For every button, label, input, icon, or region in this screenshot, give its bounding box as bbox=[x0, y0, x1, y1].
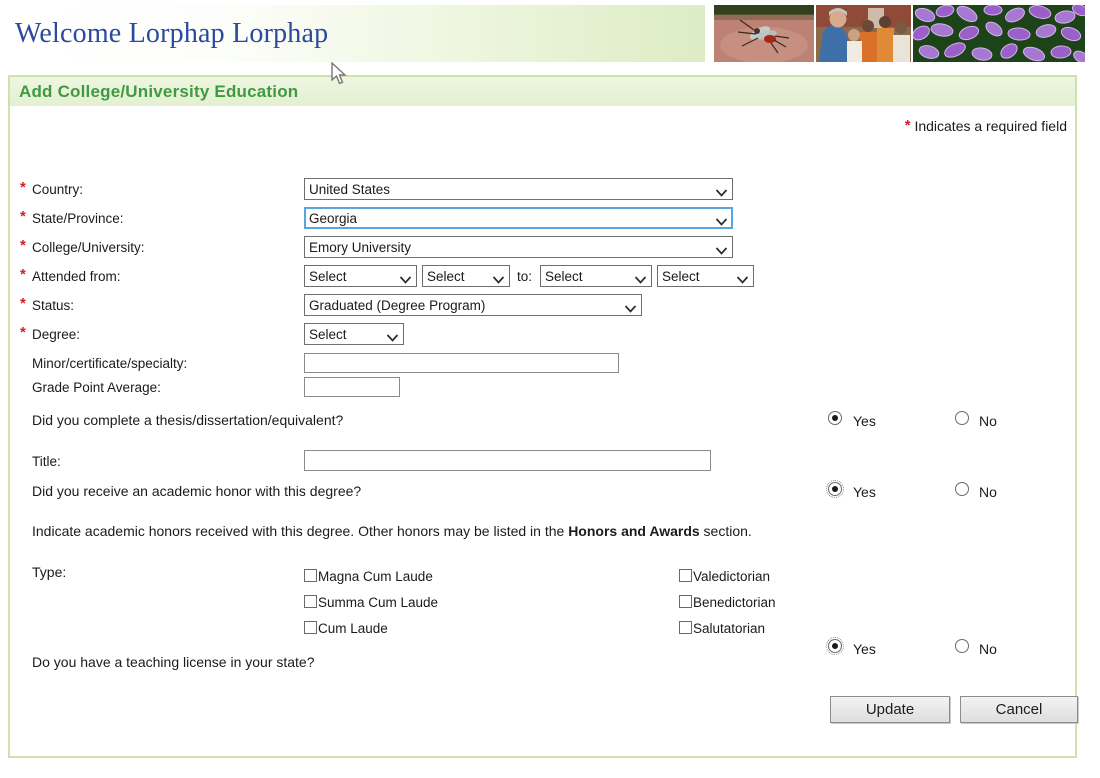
license-yes-label: Yes bbox=[853, 641, 876, 657]
college-label: College/University: bbox=[32, 240, 145, 255]
honors-note-after: section. bbox=[699, 523, 752, 539]
welcome-heading: Welcome Lorphap Lorphap bbox=[15, 17, 329, 49]
license-yes-radio[interactable] bbox=[828, 639, 842, 653]
attended-from-year-value: Select bbox=[427, 268, 465, 284]
summa-cum-laude-label: Summa Cum Laude bbox=[318, 595, 439, 610]
college-required-asterisk: * bbox=[20, 237, 26, 254]
banner-gradient bbox=[8, 5, 705, 62]
bacteria-micrograph-photo bbox=[913, 5, 1085, 62]
status-select-value: Graduated (Degree Program) bbox=[309, 297, 486, 313]
chevron-down-icon bbox=[736, 272, 749, 282]
country-label: Country: bbox=[32, 182, 84, 197]
thesis-question: Did you complete a thesis/dissertation/equivalent? bbox=[32, 412, 344, 428]
cum-laude-checkbox[interactable] bbox=[304, 621, 317, 634]
attended-from-month-value: Select bbox=[309, 268, 347, 284]
degree-select[interactable] bbox=[304, 323, 404, 345]
status-label: Status: bbox=[32, 298, 75, 313]
community-group-photo bbox=[816, 5, 911, 62]
degree-required-asterisk: * bbox=[20, 324, 26, 341]
degree-label: Degree: bbox=[32, 327, 81, 342]
college-select-value: Emory University bbox=[309, 239, 412, 255]
thesis-yes-radio[interactable] bbox=[828, 411, 842, 425]
cum-laude-label: Cum Laude bbox=[318, 621, 388, 636]
college-select[interactable] bbox=[304, 236, 733, 258]
honor-no-radio[interactable] bbox=[955, 482, 969, 496]
required-note-text: Indicates a required field bbox=[914, 118, 1067, 134]
attended-from-month-select[interactable] bbox=[304, 265, 417, 287]
gpa-input[interactable] bbox=[304, 377, 400, 397]
attended-to-month-select[interactable] bbox=[540, 265, 652, 287]
attended-to-year-value: Select bbox=[662, 268, 700, 284]
honors-note-bold: Honors and Awards bbox=[568, 523, 700, 539]
honor-question: Did you receive an academic honor with this degree? bbox=[32, 483, 362, 499]
chevron-down-icon bbox=[715, 214, 728, 224]
thesis-no-radio[interactable] bbox=[955, 411, 969, 425]
panel-title: Add College/University Education bbox=[19, 81, 299, 101]
attended-to-label: to: bbox=[517, 269, 533, 284]
required-field-note bbox=[905, 118, 1067, 135]
status-required-asterisk: * bbox=[20, 295, 26, 312]
honor-yes-radio[interactable] bbox=[828, 482, 842, 496]
chevron-down-icon bbox=[715, 185, 728, 195]
chevron-down-icon bbox=[492, 272, 505, 282]
honors-note bbox=[32, 523, 752, 539]
chevron-down-icon bbox=[624, 301, 637, 311]
license-question: Do you have a teaching license in your state? bbox=[32, 654, 315, 670]
license-no-label: No bbox=[979, 641, 997, 657]
thesis-no-label: No bbox=[979, 413, 997, 429]
degree-select-value: Select bbox=[309, 326, 347, 342]
state-select-value: Georgia bbox=[309, 210, 358, 226]
attended-required-asterisk: * bbox=[20, 266, 26, 283]
status-select[interactable] bbox=[304, 294, 642, 316]
state-label: State/Province: bbox=[32, 211, 124, 226]
chevron-down-icon bbox=[399, 272, 412, 282]
license-no-radio[interactable] bbox=[955, 639, 969, 653]
thesis-yes-label: Yes bbox=[853, 413, 876, 429]
country-required-asterisk: * bbox=[20, 179, 26, 196]
education-form-panel bbox=[8, 75, 1077, 758]
valedictorian-checkbox[interactable] bbox=[679, 569, 692, 582]
salutatorian-label: Salutatorian bbox=[693, 621, 766, 636]
honors-note-before: Indicate academic honors received with this degree. Other honors may be listed in the bbox=[32, 523, 569, 539]
chevron-down-icon bbox=[715, 243, 728, 253]
state-required-asterisk: * bbox=[20, 208, 26, 225]
minor-input[interactable] bbox=[304, 353, 619, 373]
attended-to-month-value: Select bbox=[545, 268, 583, 284]
update-button[interactable]: Update bbox=[830, 696, 950, 723]
salutatorian-checkbox[interactable] bbox=[679, 621, 692, 634]
chevron-down-icon bbox=[386, 330, 399, 340]
benedictorian-label: Benedictorian bbox=[693, 595, 776, 610]
title-input[interactable] bbox=[304, 450, 711, 471]
title-label: Title: bbox=[32, 454, 61, 469]
gpa-label: Grade Point Average: bbox=[32, 380, 161, 395]
attended-to-year-select[interactable] bbox=[657, 265, 754, 287]
magna-cum-laude-checkbox[interactable] bbox=[304, 569, 317, 582]
required-asterisk: * bbox=[904, 117, 911, 134]
country-select[interactable] bbox=[304, 178, 733, 200]
chevron-down-icon bbox=[634, 272, 647, 282]
mouse-cursor bbox=[330, 62, 347, 86]
honor-no-label: No bbox=[979, 484, 997, 500]
country-select-value: United States bbox=[309, 181, 391, 197]
summa-cum-laude-checkbox[interactable] bbox=[304, 595, 317, 608]
cancel-button[interactable]: Cancel bbox=[960, 696, 1078, 723]
attended-label: Attended from: bbox=[32, 269, 121, 284]
magna-cum-laude-label: Magna Cum Laude bbox=[318, 569, 433, 584]
benedictorian-checkbox[interactable] bbox=[679, 595, 692, 608]
header-banner bbox=[8, 5, 1085, 62]
mosquito-photo bbox=[714, 5, 814, 62]
state-select[interactable] bbox=[304, 207, 733, 229]
valedictorian-label: Valedictorian bbox=[693, 569, 771, 584]
type-label: Type: bbox=[32, 564, 67, 580]
minor-label: Minor/certificate/specialty: bbox=[32, 356, 188, 371]
panel-title-bar bbox=[10, 77, 1075, 106]
attended-from-year-select[interactable] bbox=[422, 265, 510, 287]
banner-photos bbox=[712, 5, 1085, 62]
honor-yes-label: Yes bbox=[853, 484, 876, 500]
